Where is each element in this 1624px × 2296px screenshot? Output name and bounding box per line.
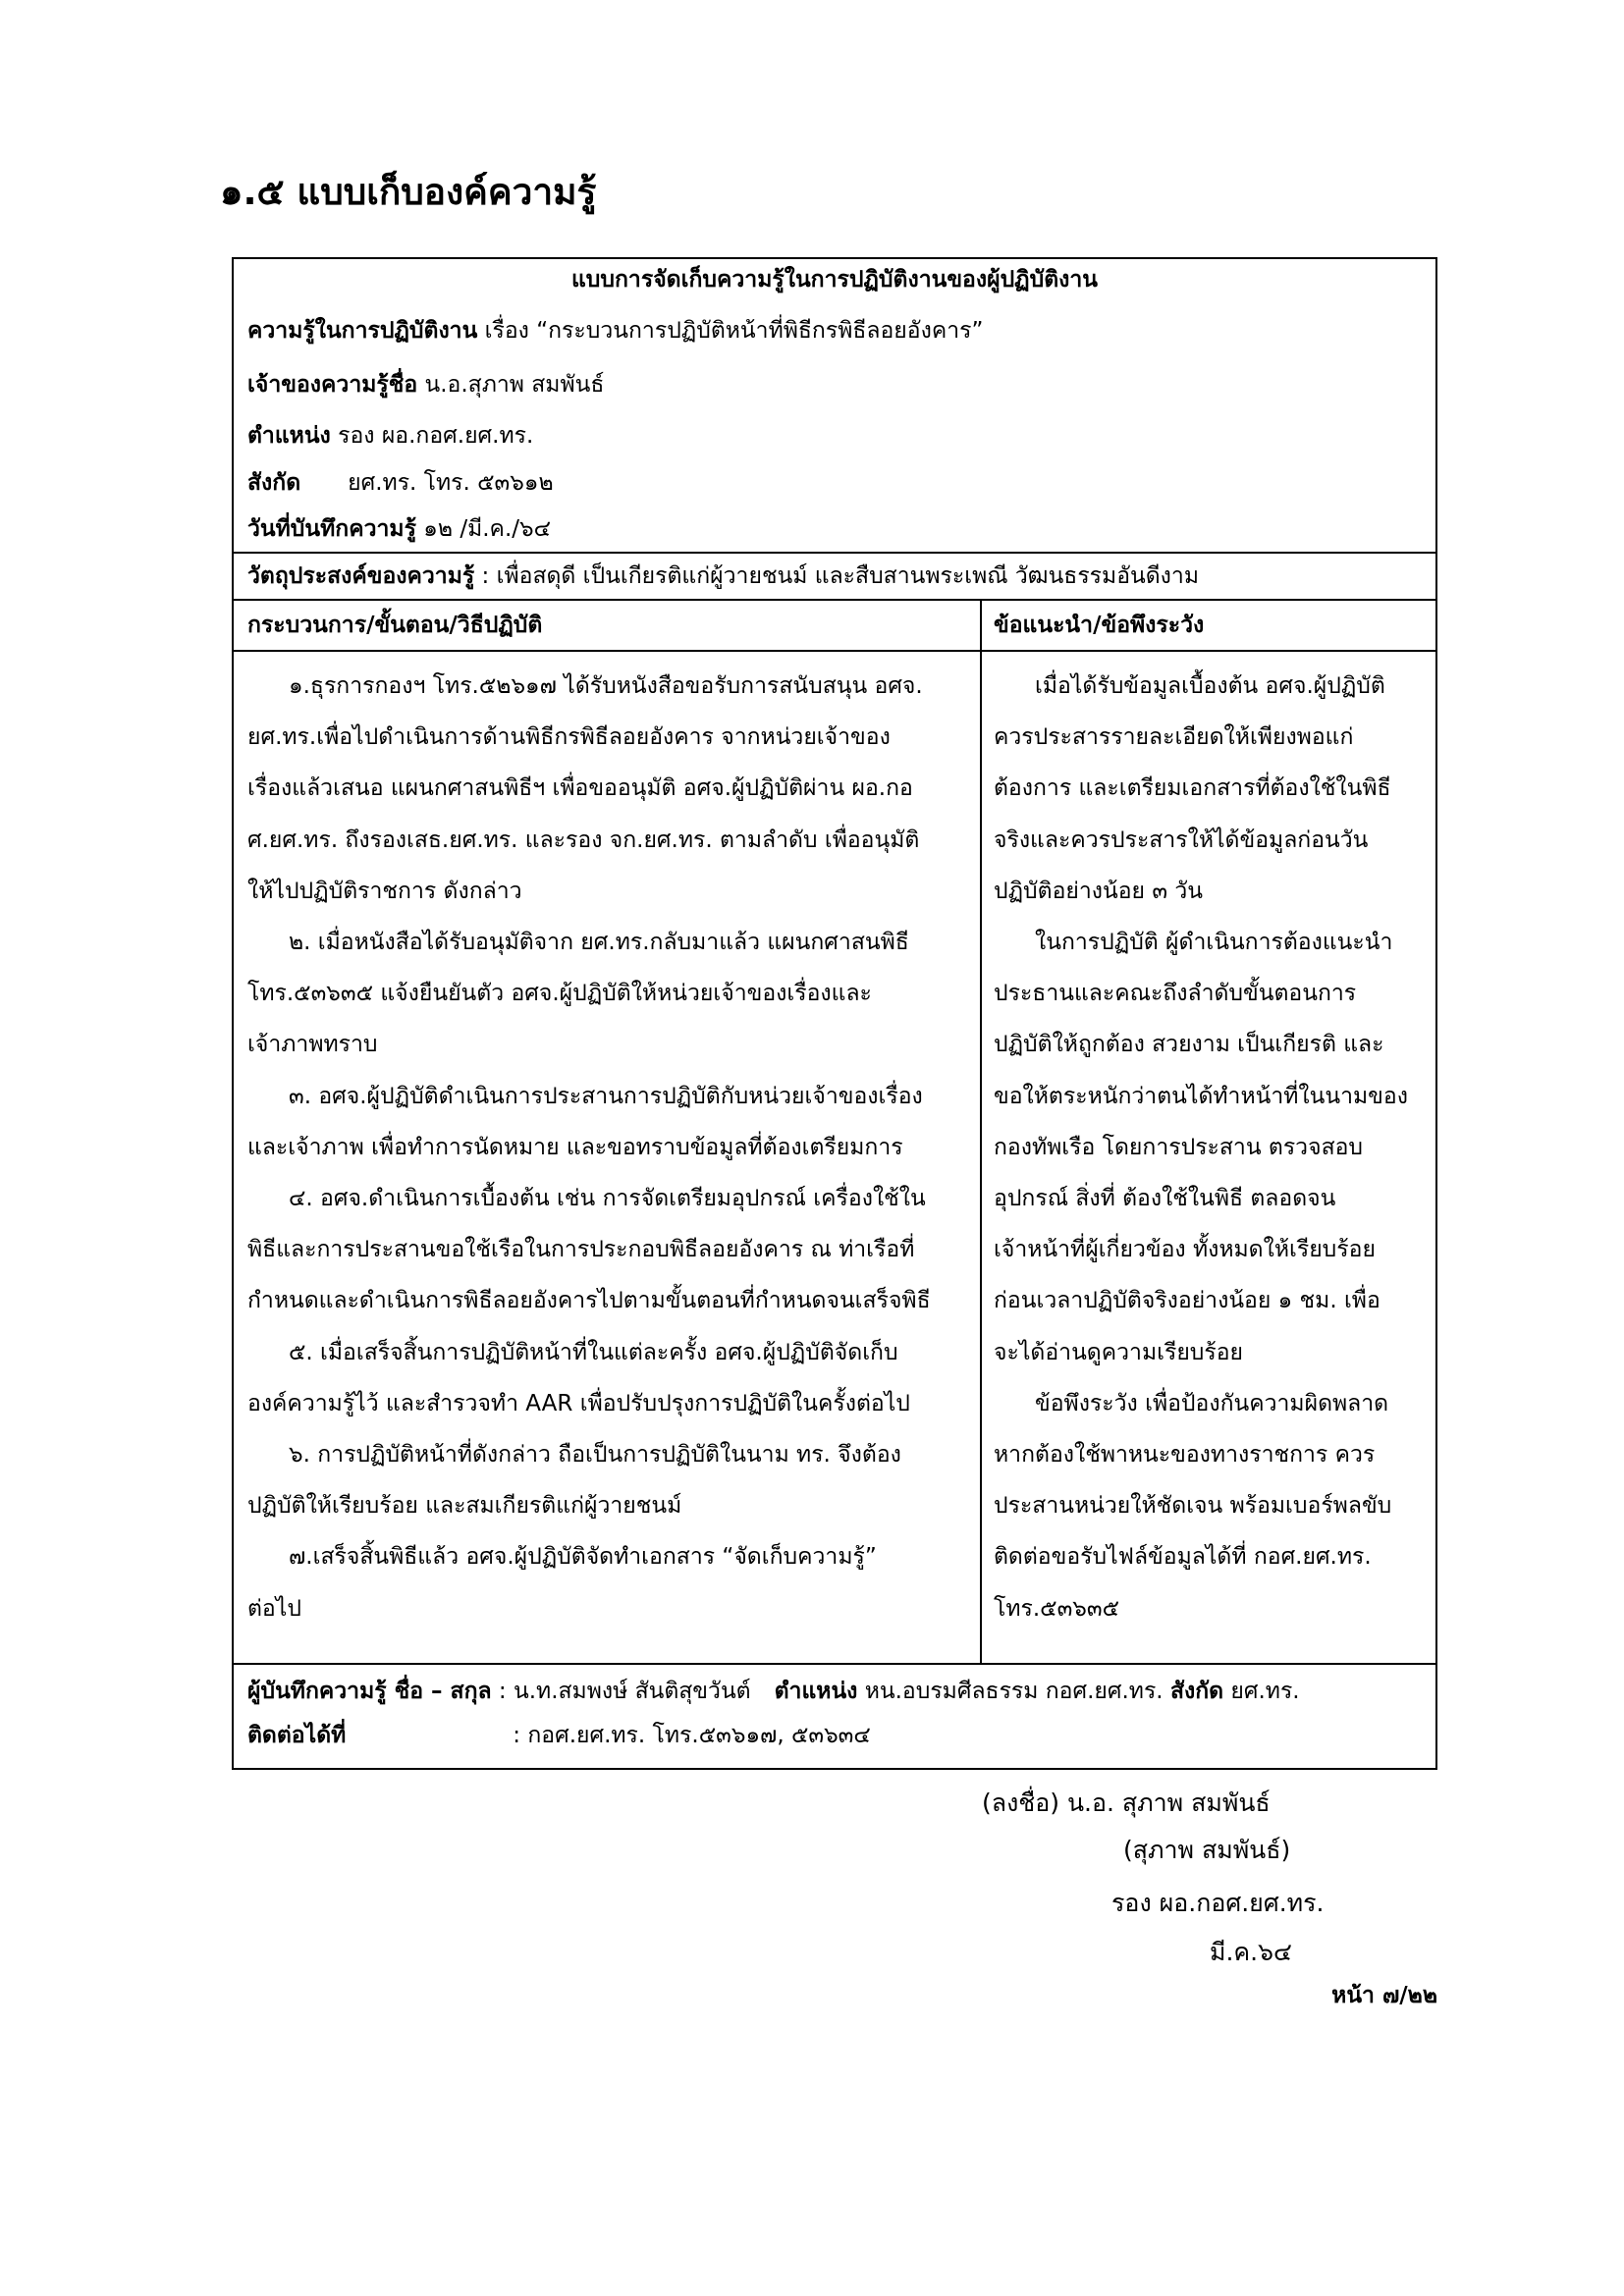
divider-footer: [234, 1663, 1435, 1665]
column-divider: [980, 599, 982, 1663]
text-line: หากต้องใช้พาหนะของทางราชการ ควร: [994, 1442, 1376, 1468]
text-line: อุปกรณ์ สิ่งที่ ต้องใช้ในพิธี ตลอดจน: [994, 1186, 1336, 1211]
text-line: ประธานและคณะถึงลำดับขั้นตอนการ: [994, 981, 1357, 1006]
text-line: ๑.ธุรการกองฯ โทร.๕๒๖๑๗ ได้รับหนังสือขอรับการสนับสนุน อศจ.: [289, 673, 923, 699]
contact-value: : กอศ.ยศ.ทร. โทร.๕๓๖๑๗, ๕๓๖๓๔: [513, 1723, 871, 1748]
objective-value: : เพื่อสดุดี เป็นเกียรติแก่ผู้วายชนม์ และสืบสานพระเพณี วัฒนธรรมอันดีงาม: [474, 563, 1199, 589]
objective-row: [247, 561, 1422, 591]
text-line: และเจ้าภาพ เพื่อทำการนัดหมาย และขอทราบข้อมูลที่ต้องเตรียมการ: [247, 1135, 903, 1160]
signature-name: (สุภาพ สมพันธ์): [1123, 1836, 1291, 1864]
text-line: จะได้อ่านดูความเรียบร้อย: [994, 1340, 1244, 1365]
text-line: พิธีและการประสานขอใช้เรือในการประกอบพิธีลอยอังคาร ณ ท่าเรือที่: [247, 1237, 915, 1262]
text-line: เรื่องแล้วเสนอ แผนกศาสนพิธีฯ เพื่อขออนุมัติ อศจ.ผู้ปฏิบัติผ่าน ผอ.กอ: [247, 775, 913, 801]
text-line: ให้ไปปฏิบัติราชการ ดังกล่าว: [247, 879, 522, 904]
text-line: ๖. การปฏิบัติหน้าที่ดังกล่าว ถือเป็นการปฏิบัติในนาม ทร. จึงต้อง: [289, 1442, 901, 1468]
col-right-header: ข้อแนะนำ/ข้อพึงระวัง: [994, 613, 1205, 638]
recorder-unit: ยศ.ทร.: [1223, 1679, 1300, 1704]
date-row: [247, 514, 1422, 544]
position-label: ตำแหน่ง: [247, 423, 331, 449]
text-line: โทร.๕๓๖๓๕ แจ้งยืนยันตัว อศจ.ผู้ปฏิบัติให้หน่วยเจ้าของเรื่องและ: [247, 981, 872, 1006]
text-line: ศ.ยศ.ทร. ถึงรองเสธ.ยศ.ทร. และรอง จก.ยศ.ทร. ตามลำดับ เพื่ออนุมัติ: [247, 828, 920, 853]
recorder-position: หน.อบรมศีลธรรม กอศ.ยศ.ทร.: [857, 1679, 1164, 1704]
date-label: วันที่บันทึกความรู้: [247, 516, 416, 542]
page-number: หน้า ๗/๒๒: [1331, 1983, 1437, 2008]
recorder-name: : น.ท.สมพงษ์ สันติสุขวันต์: [491, 1679, 751, 1704]
page-heading: ๑.๕ แบบเก็บองค์ความรู้: [220, 171, 597, 213]
text-line: ๓. อศจ.ผู้ปฏิบัติดำเนินการประสานการปฏิบัติกับหน่วยเจ้าของเรื่อง: [289, 1084, 923, 1109]
text-line: ต่อไป: [247, 1596, 301, 1622]
text-line: ปฏิบัติให้เรียบร้อย และสมเกียรติแก่ผู้วายชนม์: [247, 1493, 682, 1519]
text-line: ๗.เสร็จสิ้นพิธีแล้ว อศจ.ผู้ปฏิบัติจัดทำเอกสาร “จัดเก็บความรู้”: [289, 1544, 877, 1570]
knowledge-row: [247, 316, 1422, 346]
recorder-position-label: ตำแหน่ง: [774, 1679, 858, 1704]
text-line: ปฏิบัติให้ถูกต้อง สวยงาม เป็นเกียรติ และ: [994, 1032, 1384, 1057]
text-line: เมื่อได้รับข้อมูลเบื้องต้น อศจ.ผู้ปฏิบัติ: [1035, 673, 1385, 699]
text-line: ในการปฏิบัติ ผู้ดำเนินการต้องแนะนำ: [1035, 930, 1393, 955]
text-line: ๒. เมื่อหนังสือได้รับอนุมัติจาก ยศ.ทร.กลับมาแล้ว แผนกศาสนพิธี: [289, 930, 909, 955]
signature-date: มี.ค.๖๔: [1210, 1938, 1292, 1966]
text-line: เจ้าภาพทราบ: [247, 1032, 378, 1057]
text-line: ขอให้ตระหนักว่าตนได้ทำหน้าที่ในนามของ: [994, 1084, 1408, 1109]
col-left-header: กระบวนการ/ขั้นตอน/วิธีปฏิบัติ: [247, 613, 543, 638]
owner-value: น.อ.สุภาพ สมพันธ์: [417, 372, 605, 398]
form-title: แบบการจัดเก็บความรู้ในการปฏิบัติงานของผู้ปฏิบัติงาน: [570, 267, 1099, 293]
divider-columns: [234, 650, 1435, 652]
text-line: องค์ความรู้ไว้ และสำรวจทำ AAR เพื่อปรับปรุงการปฏิบัติในครั้งต่อไป: [247, 1391, 910, 1416]
text-line: ติดต่อขอรับไฟล์ข้อมูลได้ที่ กอศ.ยศ.ทร.: [994, 1544, 1372, 1570]
text-line: ๔. อศจ.ดำเนินการเบื้องต้น เช่น การจัดเตรียมอุปกรณ์ เครื่องใช้ใน: [289, 1186, 926, 1211]
recorder-row: [247, 1677, 1422, 1706]
recorder-unit-label: สังกัด: [1169, 1679, 1224, 1704]
knowledge-value: เรื่อง “กระบวนการปฏิบัติหน้าที่พิธีกรพิธีลอยอังคาร”: [477, 318, 984, 344]
recorder-label: ผู้บันทึกความรู้ ชื่อ – สกุล: [247, 1679, 492, 1704]
text-line: ประสานหน่วยให้ชัดเจน พร้อมเบอร์พลขับ: [994, 1493, 1392, 1519]
text-line: ต้องการ และเตรียมเอกสารที่ต้องใช้ในพิธี: [994, 775, 1391, 801]
signature-line: (ลงชื่อ) น.อ. สุภาพ สมพันธ์: [982, 1789, 1271, 1817]
contact-row: [247, 1721, 1422, 1750]
unit-value: ยศ.ทร. โทร. ๕๓๖๑๒: [348, 470, 554, 496]
owner-label: เจ้าของความรู้ชื่อ: [247, 372, 418, 398]
text-line: ยศ.ทร.เพื่อไปดำเนินการด้านพิธีกรพิธีลอยอังคาร จากหน่วยเจ้าของ: [247, 724, 891, 750]
advice-column: [994, 671, 1426, 1653]
owner-row: [247, 370, 1422, 400]
position-row: [247, 421, 1422, 451]
position-value: รอง ผอ.กอศ.ยศ.ทร.: [330, 423, 534, 449]
text-line: โทร.๕๓๖๓๕: [994, 1596, 1120, 1622]
knowledge-label: ความรู้ในการปฏิบัติงาน: [247, 318, 478, 344]
text-line: ข้อพึงระวัง เพื่อป้องกันความผิดพลาด: [1035, 1391, 1389, 1416]
text-line: ปฏิบัติอย่างน้อย ๓ วัน: [994, 879, 1204, 904]
procedure-column: [247, 671, 974, 1653]
signature-position: รอง ผอ.กอศ.ยศ.ทร.: [1111, 1889, 1325, 1917]
unit-label: สังกัด: [247, 470, 301, 496]
divider-header: [234, 552, 1435, 554]
text-line: ควรประสารรายละเอียดให้เพียงพอแก่: [994, 724, 1354, 750]
unit-row: [247, 468, 1422, 498]
contact-label: ติดต่อได้ที่: [247, 1723, 347, 1748]
divider-objective: [234, 599, 1435, 601]
text-line: ๕. เมื่อเสร็จสิ้นการปฏิบัติหน้าที่ในแต่ละครั้ง อศจ.ผู้ปฏิบัติจัดเก็บ: [289, 1340, 898, 1365]
text-line: ก่อนเวลาปฏิบัติจริงอย่างน้อย ๑ ชม. เพื่อ: [994, 1288, 1380, 1313]
knowledge-form: [232, 257, 1437, 1770]
objective-label: วัตถุประสงค์ของความรู้: [247, 563, 475, 589]
text-line: กำหนดและดำเนินการพิธีลอยอังคารไปตามขั้นตอนที่กำหนดจนเสร็จพิธี: [247, 1288, 931, 1313]
date-value: ๑๒ /มี.ค./๖๔: [415, 516, 552, 542]
text-line: กองทัพเรือ โดยการประสาน ตรวจสอบ: [994, 1135, 1364, 1160]
text-line: จริงและควรประสารให้ได้ข้อมูลก่อนวัน: [994, 828, 1369, 853]
text-line: เจ้าหน้าที่ผู้เกี่ยวข้อง ทั้งหมดให้เรียบร้อย: [994, 1237, 1376, 1262]
